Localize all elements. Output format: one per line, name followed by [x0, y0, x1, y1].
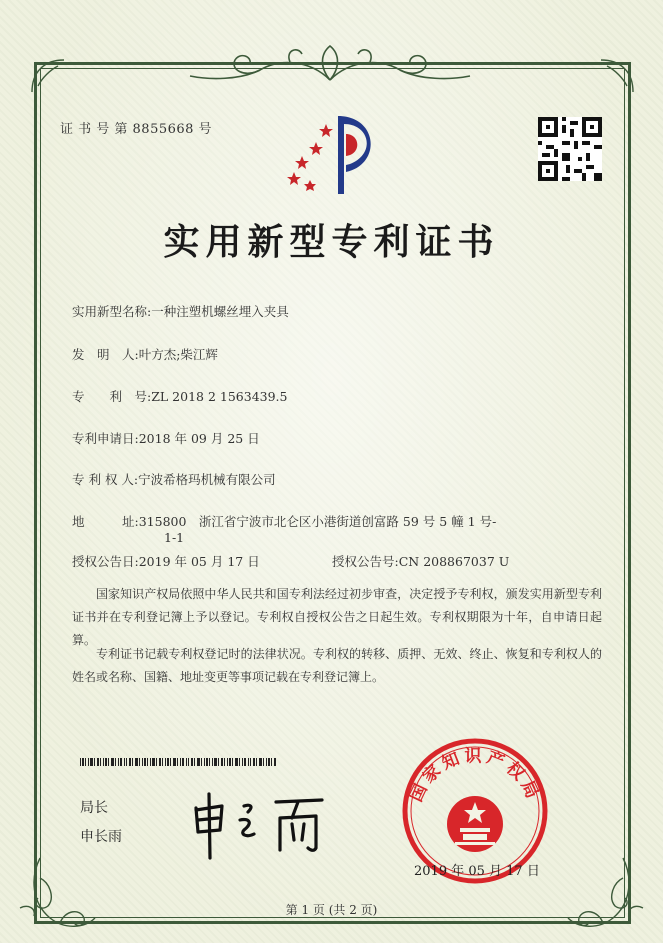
- row-inventor: [72, 345, 218, 363]
- page-footer: 第 1 页 (共 2 页): [285, 903, 378, 917]
- row-utility-model-name: [72, 302, 289, 320]
- inventor-label: 发 明 人:: [72, 347, 139, 362]
- grant-date-label: 授权公告日:: [72, 554, 139, 569]
- patentee-label: 专 利 权 人:: [72, 472, 139, 487]
- grant-date-value: 2019 年 05 月 17 日: [138, 554, 260, 569]
- director-title: 局长: [80, 800, 108, 816]
- patentee-value: 宁波希格玛机械有限公司: [138, 472, 276, 487]
- corner-ornament-top-left-icon: [28, 56, 68, 96]
- seal-date: 2019 年 05 月 17 日: [414, 864, 540, 879]
- row-patentee: [72, 470, 276, 488]
- certificate-title: 实用新型专利证书: [163, 221, 500, 263]
- row-address-continued: [164, 530, 184, 545]
- director-signature-icon: [188, 788, 338, 860]
- barcode-icon: [80, 758, 276, 766]
- legal-status-paragraph: 专利证书记载专利权登记时的法律状况。专利权的转移、质押、无效、终止、恢复和专利权人的姓名或名称、国籍、地址变更等事项记载在专利登记簿上。: [72, 647, 602, 684]
- filing-date-value: 2018 年 09 月 25 日: [138, 431, 260, 446]
- svg-text:国家知识产权局: 国家知识产权局: [406, 746, 544, 806]
- grant-number-value: CN 208867037 U: [398, 554, 510, 569]
- patent-office-logo-icon: [280, 110, 390, 200]
- row-filing-date: [72, 429, 260, 447]
- address-value-line1: 315800 浙江省宁波市北仑区小港街道创富路 59 号 5 幢 1 号-: [138, 514, 497, 529]
- row-grant-date: [72, 552, 260, 570]
- corner-ornament-bottom-right-icon: [563, 848, 653, 938]
- qr-code-icon: [538, 117, 602, 181]
- filing-date-label: 专利申请日:: [72, 431, 139, 446]
- grant-number-label: 授权公告号:: [332, 554, 399, 569]
- inventor-value: 叶方杰;柴江辉: [138, 347, 218, 362]
- row-patent-number: [72, 387, 288, 405]
- patent-number-label: 专 利 号:: [72, 389, 152, 404]
- row-grant-number: [332, 552, 509, 570]
- grant-statement-paragraph: 国家知识产权局依照中华人民共和国专利法经过初步审查，决定授予专利权，颁发实用新型专利证书并在专利登记簿上予以登记。专利权自授权公告之日起生效。专利权期限为十年，自申请日起算。: [72, 587, 602, 647]
- director-name: 申长雨: [80, 829, 122, 845]
- address-value-line2: 1-1: [164, 530, 185, 545]
- row-address: [72, 512, 496, 530]
- utility-model-name-label: 实用新型名称:: [72, 304, 152, 319]
- certificate-number: 证 书 号 第 8855668 号: [60, 122, 213, 137]
- utility-model-name-value: 一种注塑机螺丝埋入夹具: [151, 304, 289, 319]
- corner-ornament-bottom-left-icon: [10, 848, 100, 938]
- patent-number-value: ZL 2018 2 1563439.5: [151, 389, 288, 404]
- address-label: 地 址:: [72, 514, 139, 529]
- corner-ornament-top-right-icon: [597, 56, 637, 96]
